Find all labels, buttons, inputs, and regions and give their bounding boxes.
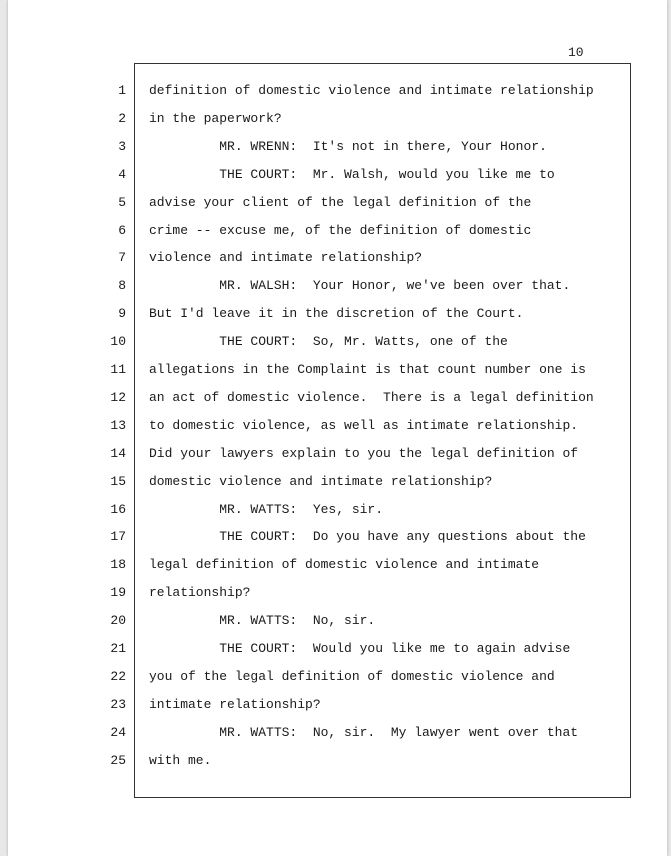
line-number: 3 bbox=[118, 139, 126, 154]
line-number: 11 bbox=[110, 362, 126, 377]
line-number: 10 bbox=[110, 334, 126, 349]
line-number: 7 bbox=[118, 250, 126, 265]
line-number: 19 bbox=[110, 585, 126, 600]
line-number: 25 bbox=[110, 753, 126, 768]
transcript-line-text: definition of domestic violence and intimate relationship bbox=[149, 83, 594, 98]
transcript-line-text: to domestic violence, as well as intimate relationship. bbox=[149, 418, 579, 433]
transcript-line-text: MR. WALSH: Your Honor, we've been over that. bbox=[149, 278, 571, 293]
transcript-line-text: you of the legal definition of domestic violence and bbox=[149, 669, 555, 684]
line-number: 4 bbox=[118, 167, 126, 182]
transcript-line-text: legal definition of domestic violence and intimate bbox=[149, 557, 540, 572]
line-number: 6 bbox=[118, 223, 126, 238]
line-number: 1 bbox=[118, 83, 126, 98]
line-number: 21 bbox=[110, 641, 126, 656]
line-number: 2 bbox=[118, 111, 126, 126]
transcript-line-text: Did your lawyers explain to you the legal definition of bbox=[149, 446, 579, 461]
line-number: 9 bbox=[118, 306, 126, 321]
line-number: 5 bbox=[118, 195, 126, 210]
transcript-line-text: MR. WRENN: It's not in there, Your Honor. bbox=[149, 139, 547, 154]
transcript-page bbox=[8, 0, 667, 856]
transcript-line-text: THE COURT: So, Mr. Watts, one of the bbox=[149, 334, 508, 349]
transcript-line-text: intimate relationship? bbox=[149, 697, 321, 712]
line-number: 14 bbox=[110, 446, 126, 461]
line-number: 12 bbox=[110, 390, 126, 405]
line-number: 15 bbox=[110, 474, 126, 489]
line-number: 17 bbox=[110, 529, 126, 544]
line-number: 16 bbox=[110, 502, 126, 517]
transcript-line-text: MR. WATTS: No, sir. My lawyer went over that bbox=[149, 725, 579, 740]
transcript-line-text: in the paperwork? bbox=[149, 111, 282, 126]
transcript-line-text: THE COURT: Mr. Walsh, would you like me to bbox=[149, 167, 555, 182]
transcript-line-text: MR. WATTS: No, sir. bbox=[149, 613, 376, 628]
line-number: 24 bbox=[110, 725, 126, 740]
line-number: 22 bbox=[110, 669, 126, 684]
transcript-line-text: crime -- excuse me, of the definition of domestic bbox=[149, 223, 532, 238]
transcript-line-text: allegations in the Complaint is that count number one is bbox=[149, 362, 586, 377]
line-number: 18 bbox=[110, 557, 126, 572]
line-number: 23 bbox=[110, 697, 126, 712]
transcript-line-text: THE COURT: Would you like me to again advise bbox=[149, 641, 571, 656]
transcript-line-text: violence and intimate relationship? bbox=[149, 250, 423, 265]
line-number: 20 bbox=[110, 613, 126, 628]
transcript-line-text: relationship? bbox=[149, 585, 251, 600]
transcript-line-text: But I'd leave it in the discretion of the Court. bbox=[149, 306, 524, 321]
line-number: 8 bbox=[118, 278, 126, 293]
line-number: 13 bbox=[110, 418, 126, 433]
transcript-line-text: with me. bbox=[149, 753, 212, 768]
page-number: 10 bbox=[568, 45, 584, 60]
transcript-line-text: THE COURT: Do you have any questions about the bbox=[149, 529, 586, 544]
transcript-line-text: MR. WATTS: Yes, sir. bbox=[149, 502, 384, 517]
transcript-line-text: advise your client of the legal definition of the bbox=[149, 195, 532, 210]
transcript-line-text: domestic violence and intimate relationship? bbox=[149, 474, 493, 489]
transcript-line-text: an act of domestic violence. There is a legal definition bbox=[149, 390, 594, 405]
